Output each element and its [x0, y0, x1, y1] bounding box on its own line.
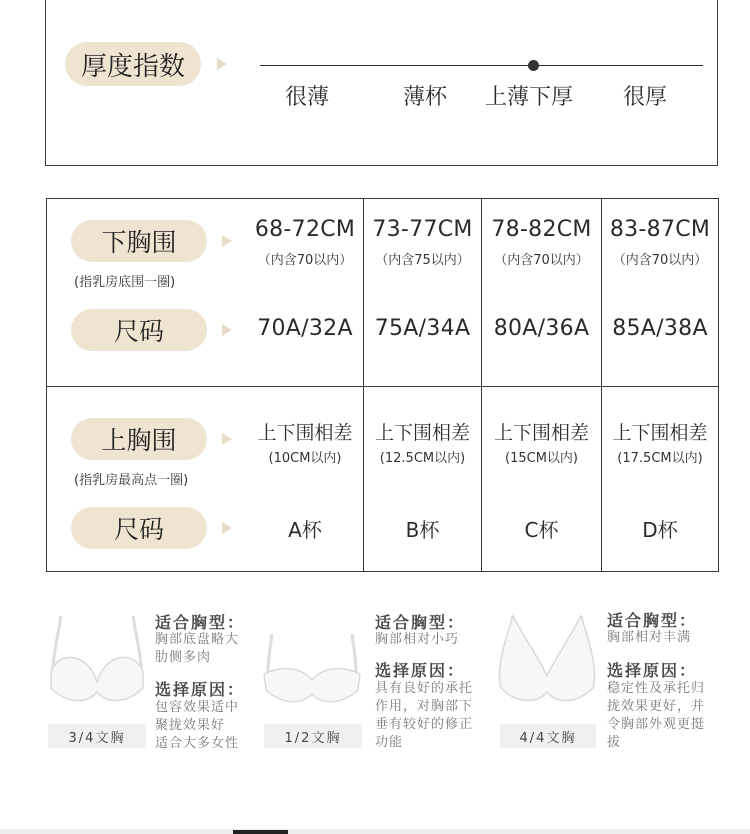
bust-note: (指乳房最高点一圈): [74, 473, 189, 488]
desc-line: 垂有较好的修正: [375, 717, 474, 732]
bra-3-4-icon: [47, 612, 147, 704]
bottom-dark-mark: [233, 830, 288, 834]
bra-4-4-suit-text: [607, 629, 691, 647]
band-range-2-note: （内含75以内）: [375, 253, 470, 268]
thickness-level-1: 很薄: [285, 85, 330, 110]
arrow-icon: [217, 58, 227, 70]
desc-line: 胸部底盘略大: [155, 632, 240, 647]
band-label: 下胸围: [71, 220, 207, 262]
thickness-label: 厚度指数: [65, 42, 201, 86]
band-size-3: 80A/36A: [493, 316, 590, 341]
table-border-right: [718, 198, 719, 572]
desc-line: 稳定性及承托归: [607, 681, 706, 696]
desc-line: 胸部相对小巧: [375, 632, 460, 647]
bust-diff-2: 上下围相差: [374, 422, 470, 444]
thickness-level-4: 很厚: [623, 85, 668, 110]
thickness-indicator-dot: [528, 60, 539, 71]
bra-4-4-tag: 4/4文胸: [500, 724, 596, 748]
bra-1-2-reason-text: [375, 680, 473, 752]
thickness-border-right: [717, 0, 718, 166]
bra-4-4-reason-title: 选择原因：: [607, 661, 698, 680]
bust-label: 上胸围: [71, 418, 207, 460]
bra-1-2-reason-title: 选择原因：: [375, 661, 466, 680]
bottom-strip: [0, 829, 750, 834]
band-range-4-note: （内含70以内）: [612, 253, 708, 268]
cup-1: A杯: [288, 518, 322, 542]
bra-4-4-suit-title: 适合胸型：: [607, 611, 698, 630]
thickness-scale-line: [260, 65, 703, 66]
desc-line: 具有良好的承托: [375, 681, 474, 696]
cup-3: C杯: [524, 518, 559, 542]
bra-3-4-reason-title: 选择原因：: [155, 680, 246, 699]
cup-size-label: 尺码: [71, 507, 207, 549]
thickness-level-3: 上薄下厚: [485, 85, 574, 110]
bust-diff-4: 上下围相差: [612, 422, 708, 444]
band-range-3-note: （内含70以内）: [494, 253, 589, 268]
desc-line: 作用，对胸部下: [375, 699, 474, 714]
cup-4: D杯: [642, 518, 678, 542]
desc-line: 肋侧多肉: [155, 650, 212, 665]
bra-4-4-reason-text: [607, 680, 705, 752]
arrow-icon: [222, 522, 232, 534]
band-note: (指乳房底围一圈): [74, 275, 176, 290]
arrow-icon: [222, 235, 232, 247]
bust-diff-2-note: (12.5CM以内): [379, 451, 466, 466]
table-border-top: [46, 198, 719, 199]
arrow-icon: [222, 433, 232, 445]
desc-line: 拔: [607, 735, 622, 750]
band-range-1-note: （内含70以内）: [257, 253, 353, 268]
thickness-level-2: 薄杯: [403, 85, 448, 110]
band-size-4: 85A/38A: [612, 316, 708, 341]
band-size-2: 75A/34A: [374, 316, 471, 341]
bra-1-2-suit-text: [375, 631, 459, 649]
band-size-label: 尺码: [71, 309, 207, 351]
bust-diff-1: 上下围相差: [257, 422, 353, 444]
desc-line: 胸部相对丰满: [607, 630, 692, 645]
desc-line: 包容效果适中: [155, 700, 240, 715]
desc-line: 聚拢效果好: [155, 718, 226, 733]
band-range-3: 78-82CM: [491, 217, 592, 242]
band-size-1: 70A/32A: [257, 316, 353, 341]
bust-diff-1-note: (10CM以内): [268, 451, 342, 466]
band-range-2: 73-77CM: [372, 217, 473, 242]
bra-1-2-tag: 1/2文胸: [264, 724, 362, 748]
band-range-1: 68-72CM: [254, 217, 356, 242]
band-range-4: 83-87CM: [609, 217, 711, 242]
bra-3-4-suit-title: 适合胸型：: [155, 613, 246, 632]
thickness-border-bottom: [45, 165, 718, 166]
bra-3-4-reason-text: [155, 699, 239, 753]
bust-diff-3-note: (15CM以内): [505, 451, 578, 466]
bra-1-2-icon: [260, 630, 364, 704]
desc-line: 功能: [375, 735, 404, 750]
thickness-border-left: [45, 0, 46, 166]
desc-line: 适合大多女性: [155, 736, 240, 751]
desc-line: 拢效果更好，并: [607, 699, 706, 714]
bust-diff-3: 上下围相差: [493, 422, 589, 444]
cup-2: B杯: [405, 518, 440, 542]
arrow-icon: [222, 324, 232, 336]
bra-4-4-icon: [497, 612, 597, 704]
bra-3-4-suit-text: [155, 631, 239, 667]
table-divider: [46, 386, 719, 387]
bra-1-2-suit-title: 适合胸型：: [375, 613, 466, 632]
bra-3-4-tag: 3/4文胸: [48, 724, 146, 748]
desc-line: 令胸部外观更挺: [607, 717, 706, 732]
bust-diff-4-note: (17.5CM以内): [617, 451, 703, 466]
table-border-left: [46, 198, 47, 572]
table-border-bottom: [46, 571, 719, 572]
